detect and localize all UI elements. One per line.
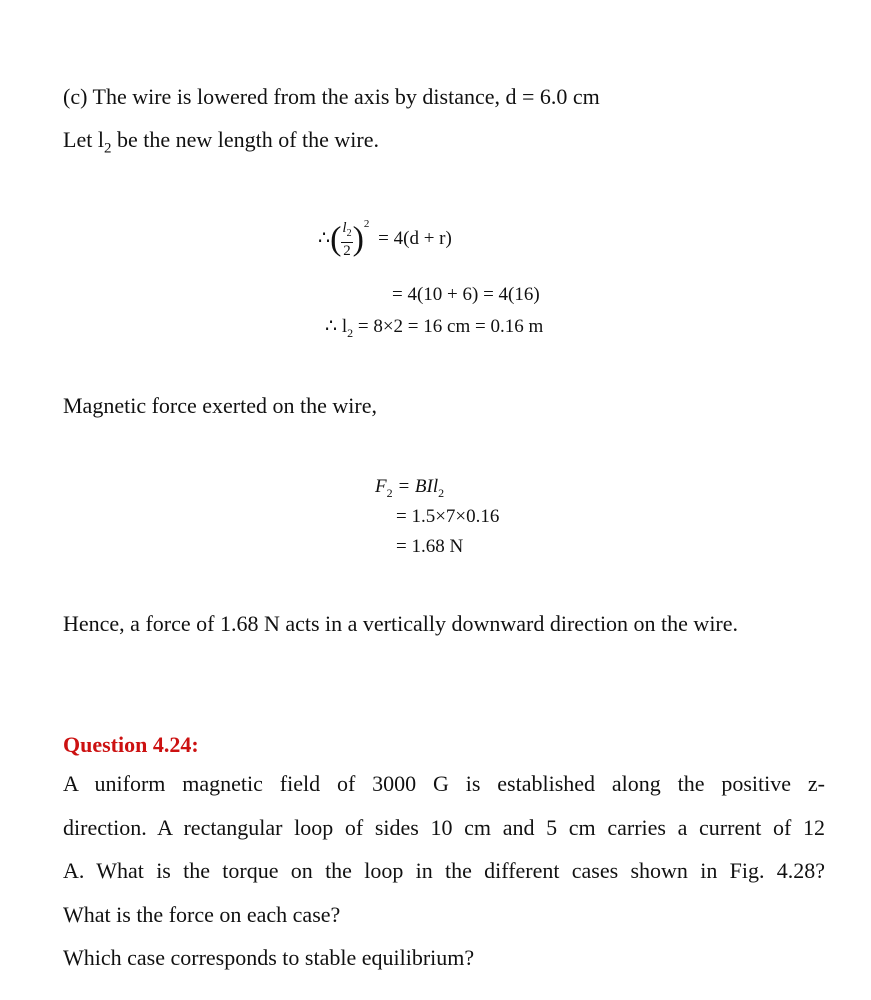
eq2-F-sub: 2	[386, 485, 393, 500]
eq2-sub: 2	[438, 485, 445, 500]
eq1-line3-pre: ∴ l	[325, 316, 348, 337]
equation-2-line-3: = 1.68 N	[396, 536, 464, 557]
equation-2-line-2: = 1.5×7×0.16	[396, 506, 500, 527]
right-paren: )	[352, 220, 364, 258]
question-line-4: What is the force on each case?	[63, 902, 341, 927]
rhs-1: = 4(d + r)	[378, 227, 452, 249]
left-paren: (	[330, 220, 342, 258]
new-length-text-pre: Let l	[63, 127, 104, 152]
equation-1-line-1	[318, 217, 452, 259]
equation-1-line-3	[325, 316, 543, 344]
part-c-line: (c) The wire is lowered from the axis by distance, d = 6.0 cm	[63, 84, 600, 109]
question-heading: Question 4.24:	[63, 732, 199, 757]
new-length-text-post: be the new length of the wire.	[111, 127, 380, 152]
question-line-5: Which case corresponds to stable equilibrium?	[63, 945, 475, 970]
therefore-symbol: ∴	[318, 227, 331, 249]
hence-text: Hence, a force of 1.68 N acts in a vertically downward direction on the wire.	[63, 611, 739, 636]
eq2-mid: = BIl	[392, 476, 439, 497]
question-line-3: A. What is the torque on the loop in the different cases shown in Fig. 4.28?	[63, 858, 825, 883]
question-line-2: direction. A rectangular loop of sides 10 cm and 5 cm carries a current of 12	[63, 815, 825, 840]
exponent: 2	[363, 217, 370, 230]
eq1-line3-sub: 2	[347, 325, 354, 340]
equation-1-line-2: = 4(10 + 6) = 4(16)	[392, 284, 540, 305]
frac-numerator-sub: 2	[346, 228, 352, 239]
fraction	[341, 220, 352, 259]
frac-denominator: 2	[343, 243, 351, 259]
magnetic-force-text: Magnetic force exerted on the wire,	[63, 393, 377, 418]
eq1-line3-post: = 8×2 = 16 cm = 0.16 m	[353, 316, 544, 337]
frac-numerator: l	[342, 220, 347, 236]
eq2-F: F	[375, 476, 387, 497]
equation-2-line-1	[375, 476, 444, 504]
new-length-subscript: 2	[103, 140, 112, 157]
question-line-1: A uniform magnetic field of 3000 G is established along the positive z-	[63, 771, 825, 796]
new-length-line	[63, 127, 379, 161]
